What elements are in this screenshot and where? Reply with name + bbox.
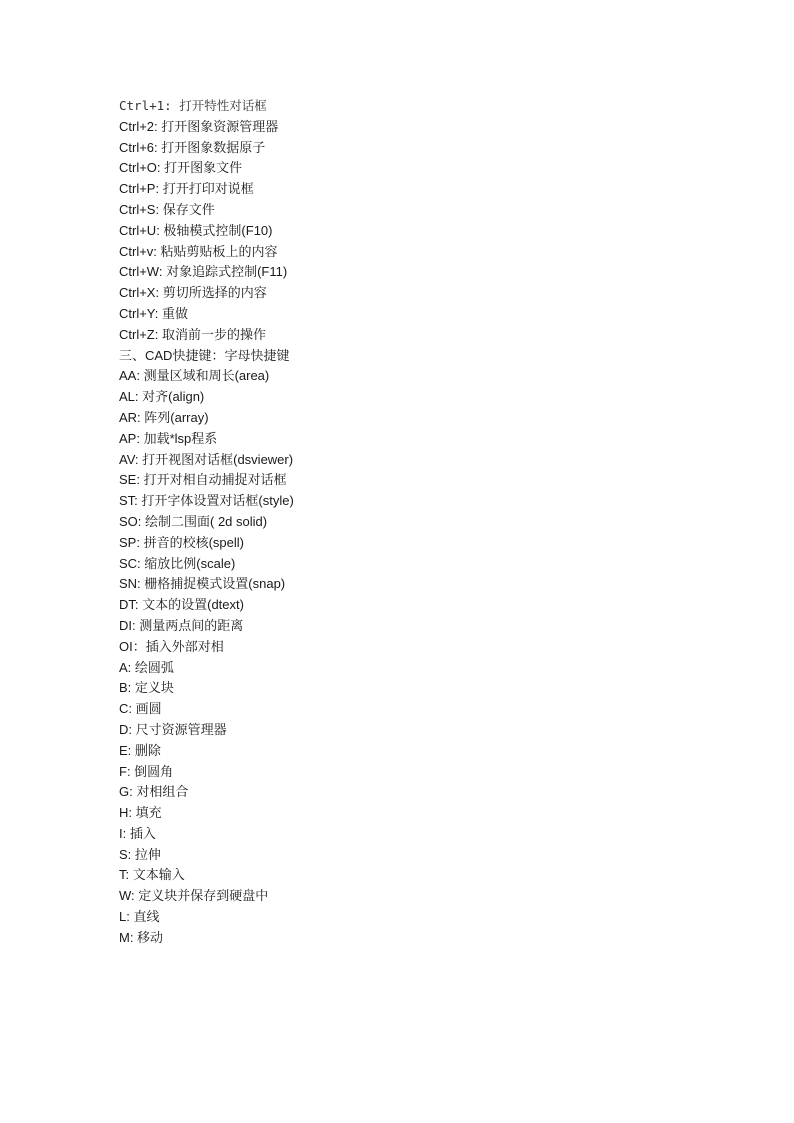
list-item: AP: 加载*lsp程系 (119, 430, 218, 446)
list-item: Ctrl+O: 打开图象文件 (119, 160, 243, 176)
list-item: Ctrl+1: 打开特性对话框 (119, 98, 267, 113)
list-item: W: 定义块并保存到硬盘中 (119, 888, 269, 904)
list-item: SC: 缩放比例(scale) (119, 555, 236, 571)
list-item: S: 拉伸 (119, 846, 161, 862)
list-item: T: 文本输入 (119, 867, 185, 883)
list-item: Ctrl+Y: 重做 (119, 305, 188, 321)
list-item: SE: 打开对相自动捕捉对话框 (119, 472, 287, 488)
list-item: Ctrl+6: 打开图象数据原子 (119, 139, 266, 155)
list-item: ST: 打开字体设置对话框(style) (119, 493, 294, 509)
list-item: SO: 绘制二围面( 2d solid) (119, 513, 268, 529)
list-item: Ctrl+v: 粘贴剪贴板上的内容 (119, 243, 278, 259)
section-heading: 三、CAD快捷键：字母快捷键 (119, 347, 290, 363)
list-item: Ctrl+W: 对象追踪式控制(F11) (119, 264, 288, 280)
list-item: A: 绘圆弧 (119, 659, 174, 675)
list-item: G: 对相组合 (119, 784, 189, 800)
list-item: Ctrl+S: 保存文件 (119, 201, 215, 217)
list-item: B: 定义块 (119, 680, 174, 696)
list-item: DI: 测量两点间的距离 (119, 617, 244, 633)
list-item: DT: 文本的设置(dtext) (119, 597, 244, 613)
list-item: AA: 测量区域和周长(area) (119, 368, 270, 384)
shortcut-list (119, 96, 294, 949)
list-item: AL: 对齐(align) (119, 389, 205, 405)
list-item: AV: 打开视图对话框(dsviewer) (119, 451, 294, 467)
list-item: E: 删除 (119, 742, 161, 758)
list-item: Ctrl+P: 打开打印对说框 (119, 181, 254, 197)
list-item: I: 插入 (119, 825, 156, 841)
list-item: Ctrl+2: 打开图象资源管理器 (119, 118, 279, 134)
list-item: L: 直线 (119, 909, 160, 925)
list-item: SN: 栅格捕捉模式设置(snap) (119, 576, 286, 592)
list-item: M: 移动 (119, 929, 164, 945)
list-item: H: 填充 (119, 805, 162, 821)
list-item: Ctrl+U: 极轴模式控制(F10) (119, 222, 273, 238)
list-item: OI：插入外部对相 (119, 638, 224, 654)
list-item: D: 尺寸资源管理器 (119, 721, 227, 737)
list-item: C: 画圆 (119, 701, 162, 717)
list-item: F: 倒圆角 (119, 763, 174, 779)
list-item: Ctrl+Z: 取消前一步的操作 (119, 326, 266, 342)
list-item: SP: 拼音的校核(spell) (119, 534, 244, 550)
list-item: AR: 阵列(array) (119, 409, 209, 425)
list-item: Ctrl+X: 剪切所选择的内容 (119, 285, 267, 301)
